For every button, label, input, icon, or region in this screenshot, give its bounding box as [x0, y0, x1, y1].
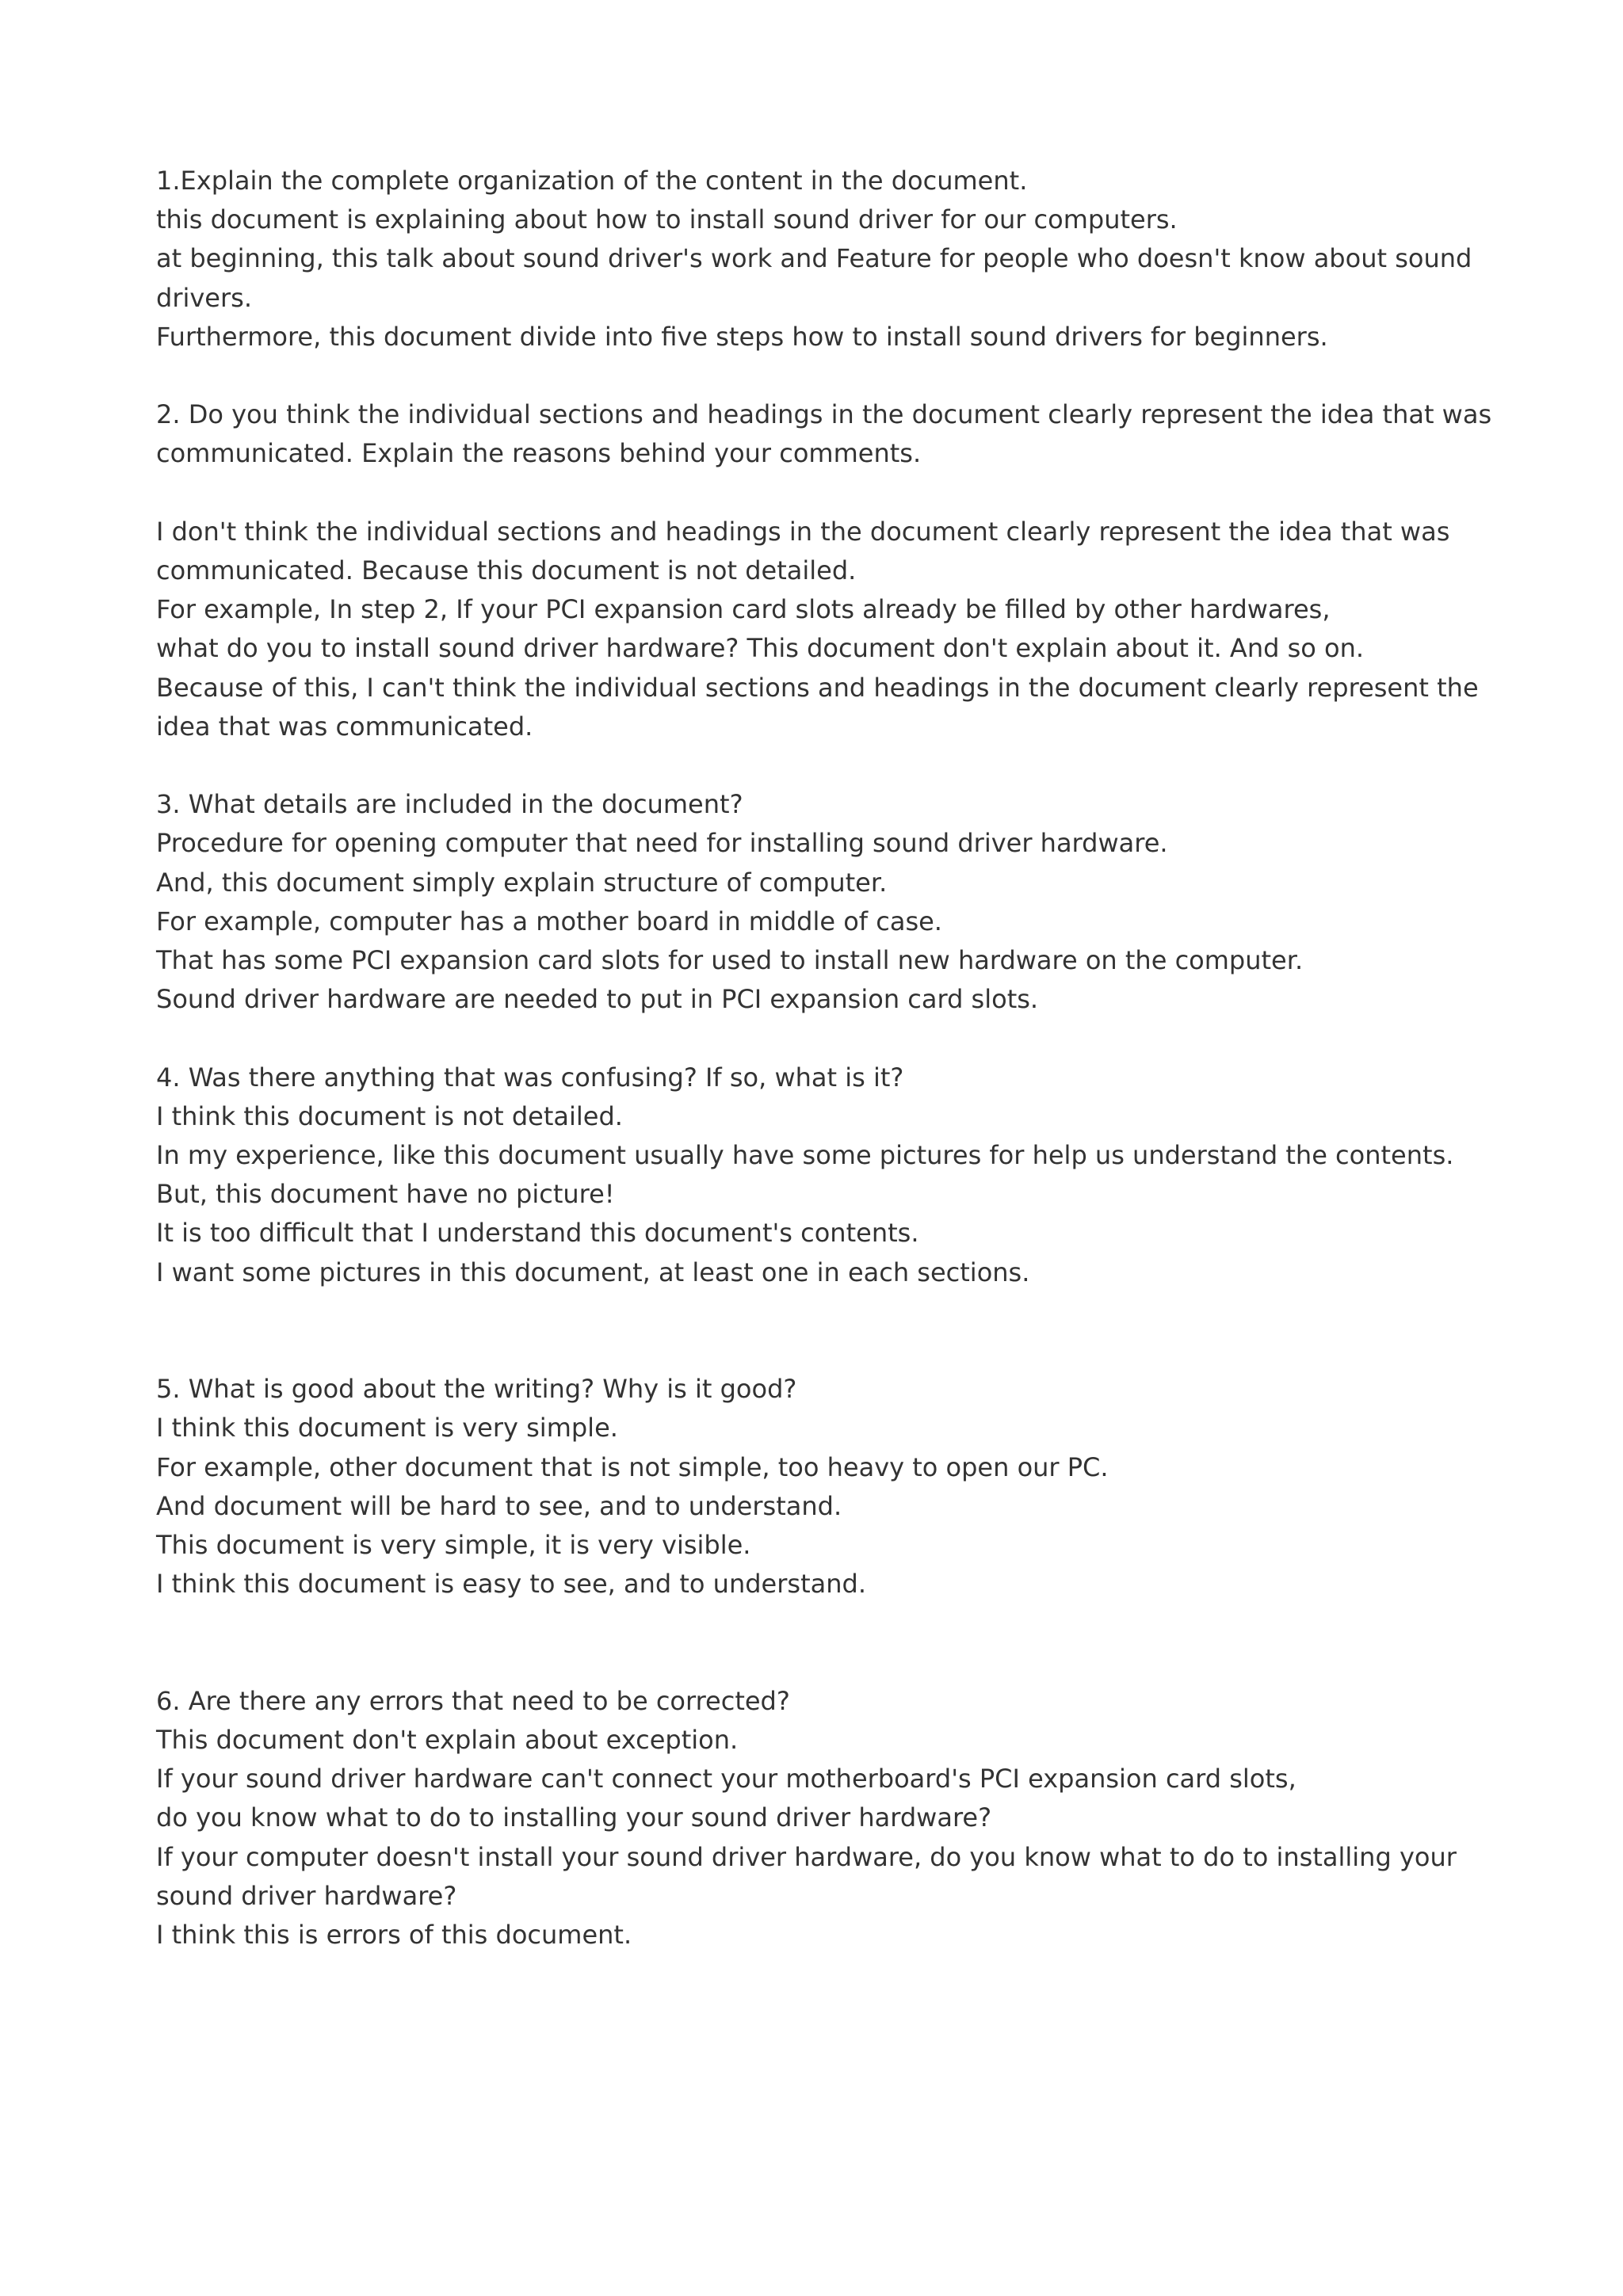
section-6 [156, 1682, 1503, 1955]
section-5 [156, 1370, 1503, 1604]
text-line: I think this document is not detailed. [156, 1100, 623, 1131]
text-line: at beginning, this talk about sound driver's work and Feature for people who doesn't know about sound [156, 243, 1472, 274]
text-line: Sound driver hardware are needed to put in PCI expansion card slots. [156, 984, 1039, 1015]
text-line: If your computer doesn't install your sound driver hardware, do you know what to do to installing your [156, 1841, 1457, 1872]
question-3-heading: 3. What details are included in the document? [156, 789, 743, 820]
question-6-heading: 6. Are there any errors that need to be corrected? [156, 1685, 790, 1716]
text-line: It is too difficult that I understand this document's contents. [156, 1218, 919, 1249]
question-1-heading: 1.Explain the complete organization of the content in the document. [156, 166, 1028, 196]
section-2-answer [156, 513, 1503, 746]
text-line: communicated. Because this document is not detailed. [156, 555, 857, 585]
text-line: That has some PCI expansion card slots for used to install new hardware on the computer. [156, 945, 1304, 976]
text-line: I think this document is very simple. [156, 1413, 618, 1444]
paragraph-gap [156, 1604, 1503, 1681]
text-line: Procedure for opening computer that need for installing sound driver hardware. [156, 828, 1168, 859]
section-1 [156, 162, 1503, 357]
text-line: this document is explaining about how to install sound driver for our computers. [156, 204, 1178, 235]
text-line: In my experience, like this document usually have some pictures for help us understand the contents. [156, 1140, 1454, 1171]
paragraph-gap [156, 357, 1503, 395]
text-line: I think this document is easy to see, and to understand. [156, 1569, 866, 1600]
paragraph-gap [156, 746, 1503, 785]
paragraph-gap [156, 1019, 1503, 1058]
text-line: This document don't explain about exception. [156, 1725, 739, 1756]
text-line: sound driver hardware? [156, 1880, 457, 1911]
section-3 [156, 785, 1503, 1019]
text-line: I think this is errors of this document. [156, 1920, 632, 1951]
text-line: This document is very simple, it is very visible. [156, 1530, 751, 1561]
text-line: I want some pictures in this document, at least one in each sections. [156, 1257, 1030, 1287]
text-line: For example, computer has a mother board in middle of case. [156, 906, 942, 936]
text-line: communicated. Explain the reasons behind your comments. [156, 438, 922, 469]
section-2 [156, 395, 1503, 473]
text-line: I don't think the individual sections and headings in the document clearly represent the idea that was [156, 516, 1450, 547]
text-line: And, this document simply explain structure of computer. [156, 867, 888, 898]
document-body [156, 162, 1503, 1955]
paragraph-gap [156, 474, 1503, 513]
question-5-heading: 5. What is good about the writing? Why is it good? [156, 1374, 797, 1405]
text-line: what do you to install sound driver hardware? This document don't explain about it. And so on. [156, 633, 1365, 664]
text-line: Because of this, I can't think the individual sections and headings in the document clearly represent the [156, 672, 1479, 703]
text-line: But, this document have no picture! [156, 1179, 615, 1210]
text-line: idea that was communicated. [156, 711, 533, 742]
question-2-heading: 2. Do you think the individual sections and headings in the document clearly represent the idea that was [156, 399, 1492, 430]
question-4-heading: 4. Was there anything that was confusing? If so, what is it? [156, 1062, 904, 1093]
text-line: drivers. [156, 282, 252, 313]
paragraph-gap [156, 1292, 1503, 1370]
text-line: And document will be hard to see, and to understand. [156, 1490, 842, 1521]
text-line: do you know what to do to installing your sound driver hardware? [156, 1802, 992, 1833]
text-line: If your sound driver hardware can't connect your motherboard's PCI expansion card slots, [156, 1764, 1296, 1794]
section-4 [156, 1058, 1503, 1292]
text-line: Furthermore, this document divide into five steps how to install sound drivers for beginners. [156, 321, 1328, 352]
text-line: For example, In step 2, If your PCI expansion card slots already be filled by other hardwares, [156, 594, 1331, 625]
text-line: For example, other document that is not simple, too heavy to open our PC. [156, 1451, 1109, 1482]
